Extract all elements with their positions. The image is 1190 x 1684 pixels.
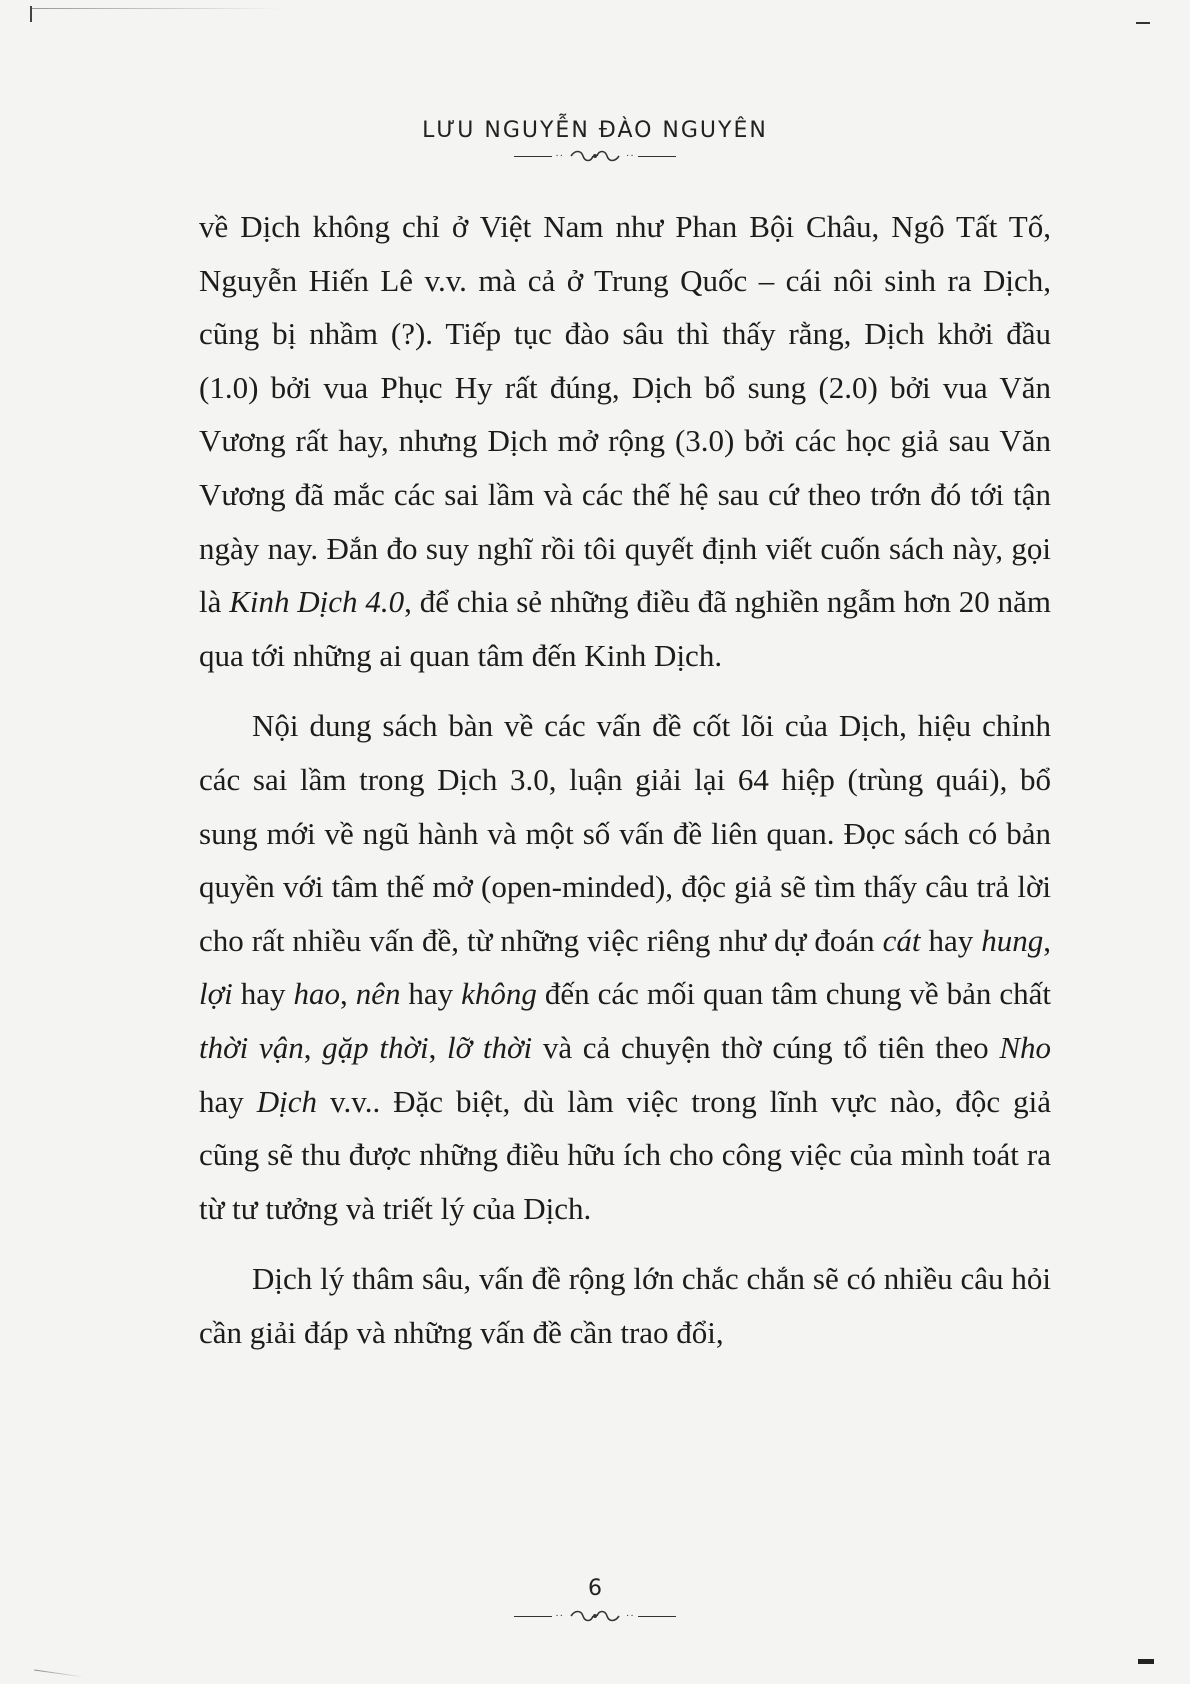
text-run: Nội dung sách bàn về các vấn đề cốt lõi của Dịch, hiệu chỉnh các sai lầm trong Dịch 3.0, luận giải lại 64 hiệp (trùng quái), bổ sung mới về ngũ hành và một số vấn đề liên quan. Đọc sách có bản quyền với tâm thế mở (open-minded), độc giả sẽ tìm thấy câu trả lời cho rất nhiều vấn đề, từ những việc riêng như dự đoán [199,708,1051,958]
swirl-ornament-icon [567,1609,623,1623]
text-run: hay [920,922,982,958]
scan-edge-mark [1138,1659,1154,1664]
paragraph [199,200,1051,682]
page-number: 6 [588,1576,602,1601]
text-run: hay [199,1083,257,1119]
text-run: , [339,976,356,1012]
italic-term: nên [355,976,401,1012]
footer-ornament: ·· ·· [0,1609,1190,1623]
text-run: , [428,1029,448,1065]
text-run: hay [400,976,462,1012]
swirl-ornament-icon [567,149,623,163]
scan-edge-mark [1136,22,1150,24]
italic-term: lỡ thời [447,1029,533,1065]
italic-term: lợi [199,976,233,1012]
italic-term: thời vận [199,1029,304,1065]
header-ornament: ·· ·· [0,149,1190,163]
scan-edge-line [32,8,282,9]
author-name: LƯU NGUYỄN ĐÀO NGUYÊN [422,118,768,143]
italic-term: không [461,976,537,1012]
italic-term: Kinh Dịch 4.0 [229,584,405,620]
italic-term: Nho [999,1029,1052,1065]
text-run: v.v.. Đặc biệt, dù làm việc trong lĩnh vực nào, độc giả cũng sẽ thu được những điều hữu ích cho công việc của mình toát ra từ tư tưởng và triết lý của Dịch. [199,1083,1051,1226]
italic-term: Dịch [256,1083,317,1119]
italic-term: cát [882,922,921,958]
italic-term: hao [293,976,340,1012]
scan-edge-line [34,1670,84,1678]
text-run: hay [232,976,294,1012]
paragraph [199,699,1051,1235]
page-body [199,200,1051,1359]
text-run: và cả chuyện thờ cúng tổ tiên theo [532,1029,1000,1065]
text-run: , để chia sẻ những điều đã nghiền ngẫm hơn 20 năm qua tới những ai quan tâm đến Kinh Dịch. [199,584,1051,673]
text-run: , [303,1029,323,1065]
running-header [0,118,1190,163]
italic-term: hung [981,922,1044,958]
text-run: đến các mối quan tâm chung về bản chất [536,976,1051,1012]
paragraph [199,1252,1051,1359]
text-run: , [1043,922,1051,958]
italic-term: gặp thời [322,1029,429,1065]
text-run: về Dịch không chỉ ở Việt Nam như Phan Bội Châu, Ngô Tất Tố, Nguyễn Hiến Lê v.v. mà cả ở Trung Quốc – cái nôi sinh ra Dịch, cũng bị nhầm (?). Tiếp tục đào sâu thì thấy rằng, Dịch khởi đầu (1.0) bởi vua Phục Hy rất đúng, Dịch bổ sung (2.0) bởi vua Văn Vương rất hay, nhưng Dịch mở rộng (3.0) bởi các học giả sau Văn Vương đã mắc các sai lầm và các thế hệ sau cứ theo trớn đó tới tận ngày nay. Đắn đo suy nghĩ rồi tôi quyết định viết cuốn sách này, gọi là [199,209,1051,620]
page-footer [0,1576,1190,1623]
text-run: Dịch lý thâm sâu, vấn đề rộng lớn chắc chắn sẽ có nhiều câu hỏi cần giải đáp và những vấn đề cần trao đổi, [199,1261,1051,1350]
